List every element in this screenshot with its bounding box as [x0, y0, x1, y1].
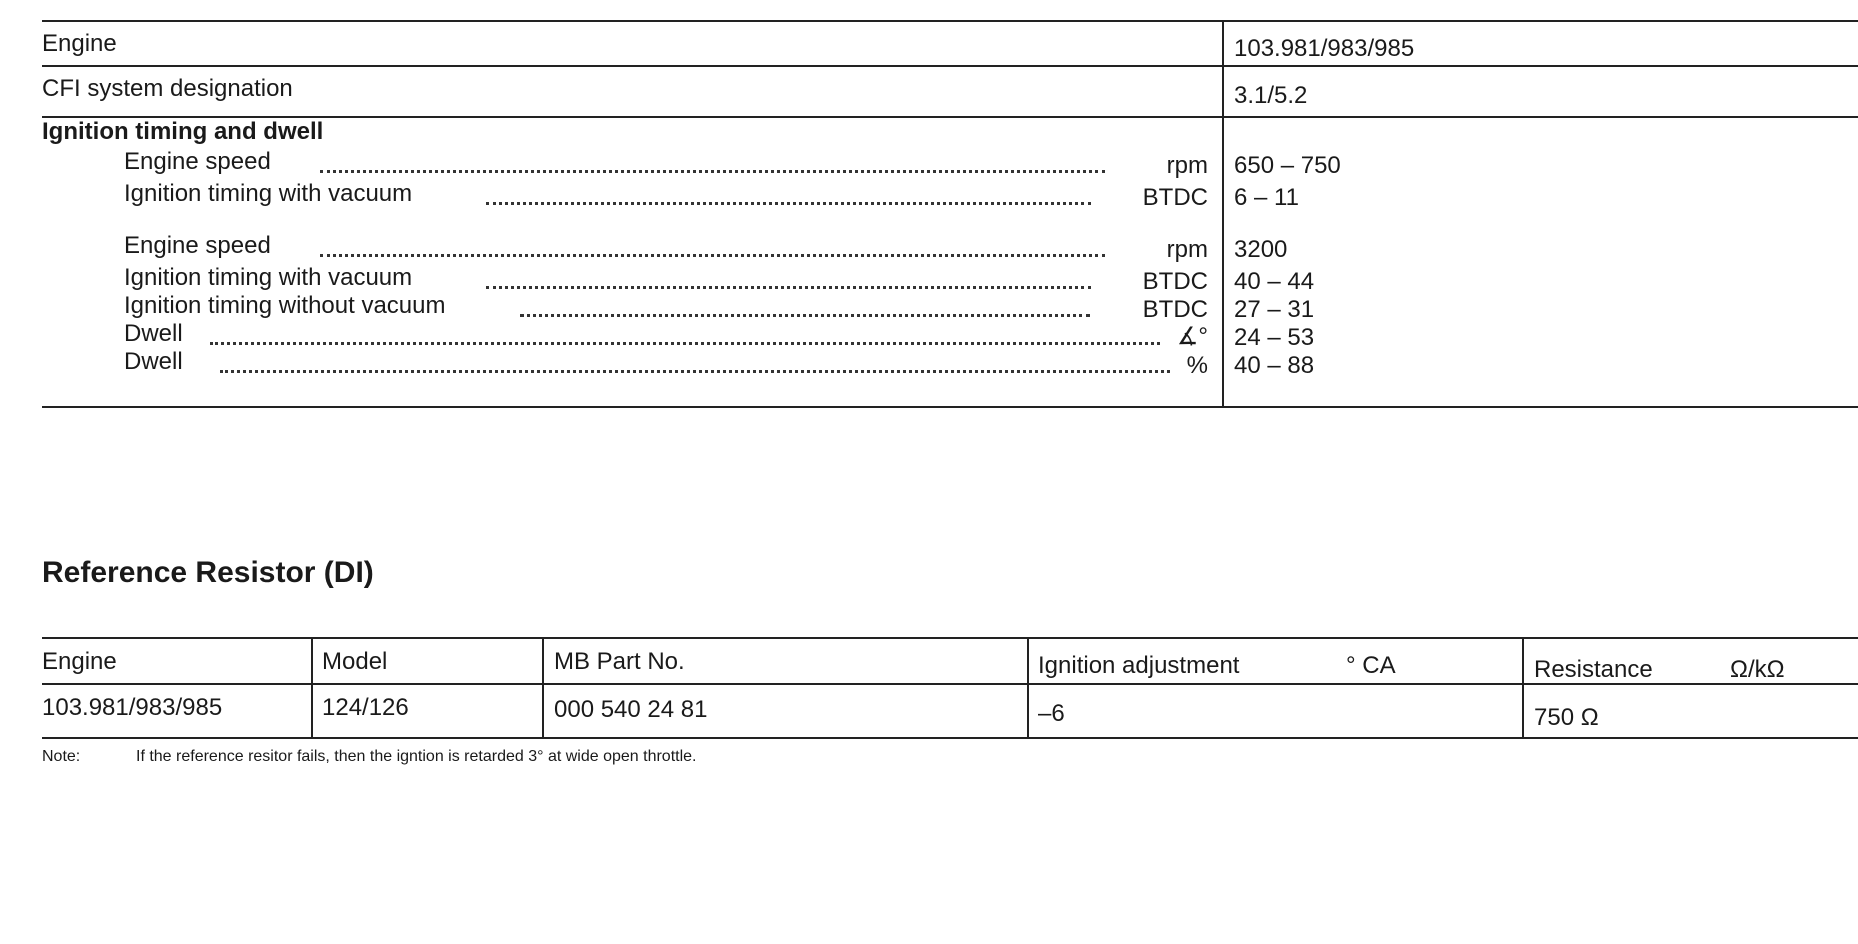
rr-header-part-no: MB Part No. — [554, 648, 685, 675]
spec-row-label: Ignition timing with vacuum — [124, 264, 413, 291]
rr-cell-resistance: 750 Ω — [1534, 704, 1599, 731]
rr-header-resistance: Resistance — [1534, 656, 1653, 683]
note-text: If the reference resitor fails, then the igntion is retarded 3° at wide open throttle. — [136, 748, 697, 765]
rr-top-rule — [42, 637, 1858, 639]
spec-row-value: 3200 — [1234, 236, 1288, 263]
spec-row-label: Ignition timing with vacuum — [124, 180, 413, 207]
engine-value: 103.981/983/985 — [1234, 35, 1415, 62]
rr-cell-ignition: –6 — [1038, 700, 1065, 727]
spec-row-label: Dwell — [124, 320, 183, 347]
spec-top-rule — [42, 20, 1858, 22]
note-label: Note: — [42, 748, 81, 765]
spec-row-unit: rpm — [1166, 152, 1208, 179]
leader-dots — [210, 342, 1160, 345]
section-title: Ignition timing and dwell — [42, 118, 324, 145]
rr-header-engine: Engine — [42, 648, 117, 675]
cfi-value: 3.1/5.2 — [1234, 82, 1308, 109]
rr-header-ignition: Ignition adjustment — [1038, 652, 1240, 679]
spec-row-unit: rpm — [1166, 236, 1208, 263]
leader-dots — [320, 254, 1105, 257]
spec-row-label: Engine speed — [124, 148, 271, 175]
reference-resistor-heading: Reference Resistor (DI) — [42, 556, 374, 589]
cfi-label: CFI system designation — [42, 75, 293, 102]
rr-col-divider — [542, 637, 544, 739]
spec-row-unit: ∡° — [1176, 323, 1208, 350]
rr-cell-model: 124/126 — [322, 694, 409, 721]
leader-dots — [320, 170, 1105, 173]
rr-header-resistance-unit: Ω/kΩ — [1730, 656, 1785, 683]
spec-row-value: 40 – 88 — [1234, 352, 1315, 379]
leader-dots — [220, 370, 1170, 373]
rr-header-ignition-unit: ° CA — [1346, 652, 1396, 679]
spec-column-divider — [1222, 20, 1224, 408]
spec-row-value: 650 – 750 — [1234, 152, 1341, 179]
spec-row-unit: BTDC — [1142, 268, 1208, 295]
spec-row-unit: % — [1186, 352, 1208, 379]
spec-row-label: Engine speed — [124, 232, 271, 259]
rr-col-divider — [1027, 637, 1029, 739]
spec-row-value: 24 – 53 — [1234, 324, 1315, 351]
rr-header-model: Model — [322, 648, 388, 675]
spec-rule-1 — [42, 65, 1858, 67]
rr-col-divider — [1522, 637, 1524, 739]
rr-col-divider — [311, 637, 313, 739]
spec-row-value: 6 – 11 — [1234, 184, 1299, 211]
leader-dots — [486, 202, 1091, 205]
leader-dots — [486, 286, 1091, 289]
rr-cell-engine: 103.981/983/985 — [42, 694, 223, 721]
leader-dots — [520, 314, 1090, 317]
spec-row-label: Ignition timing without vacuum — [124, 292, 446, 319]
rr-cell-part-no: 000 540 24 81 — [554, 696, 708, 723]
spec-row-value: 40 – 44 — [1234, 268, 1315, 295]
engine-label: Engine — [42, 30, 117, 57]
spec-row-unit: BTDC — [1142, 296, 1208, 323]
spec-bottom-rule — [42, 406, 1858, 408]
spec-row-label: Dwell — [124, 348, 183, 375]
spec-row-value: 27 – 31 — [1234, 296, 1315, 323]
spec-row-unit: BTDC — [1142, 184, 1208, 211]
rr-bottom-rule — [42, 737, 1858, 739]
